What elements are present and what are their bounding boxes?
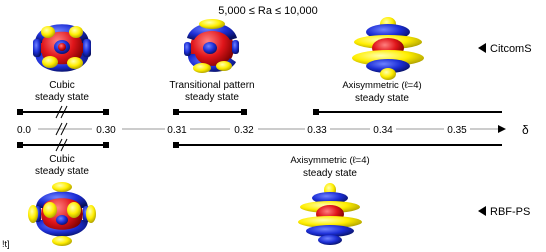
pointer-left-icon	[478, 206, 486, 216]
bottom-regime-2-line1: Axisymmetric (ℓ=4)	[290, 155, 370, 166]
corner-artifact-text: !t]	[2, 239, 10, 249]
tick-label-0: 0.0	[17, 125, 31, 136]
rayleigh-range-title: 5,000 ≤ Ra ≤ 10,000	[218, 5, 318, 17]
plume-cubic-top	[33, 24, 91, 72]
top-regime-1-line1: Cubic	[49, 80, 75, 91]
bottom-regime-1-line1: Cubic	[49, 154, 75, 165]
top-regime-2-line2: steady state	[185, 92, 239, 103]
top-regime-3-line2: steady state	[355, 93, 409, 104]
tick-label-2: 0.31	[167, 125, 187, 136]
tick-label-1: 0.30	[96, 125, 116, 136]
plume-transitional-top	[184, 19, 239, 73]
top-regime-3-line1: Axisymmetric (ℓ=4)	[342, 80, 422, 91]
plume-axisymmetric-bottom	[298, 183, 362, 245]
top-regime-1-line2: steady state	[35, 92, 89, 103]
bottom-regime-1-line2: steady state	[35, 166, 89, 177]
plume-cubic-bottom	[28, 182, 96, 246]
tick-label-5: 0.34	[373, 125, 393, 136]
tick-label-6: 0.35	[447, 125, 467, 136]
plume-axisymmetric-top	[352, 17, 424, 80]
tick-label-4: 0.33	[307, 125, 327, 136]
delta-axis-symbol: δ	[522, 123, 529, 137]
pointer-left-icon	[478, 43, 486, 53]
bottom-regime-2-line2: steady state	[303, 168, 357, 179]
tick-label-3: 0.32	[234, 125, 254, 136]
citcoms-label: CitcomS	[490, 43, 532, 55]
citcoms-label-group	[478, 43, 532, 55]
rbf-ps-label: RBF-PS	[490, 206, 531, 218]
rbf-ps-label-group	[478, 206, 530, 218]
top-regime-2-line1: Transitional pattern	[169, 80, 255, 91]
axis-arrowhead-icon	[498, 125, 506, 133]
